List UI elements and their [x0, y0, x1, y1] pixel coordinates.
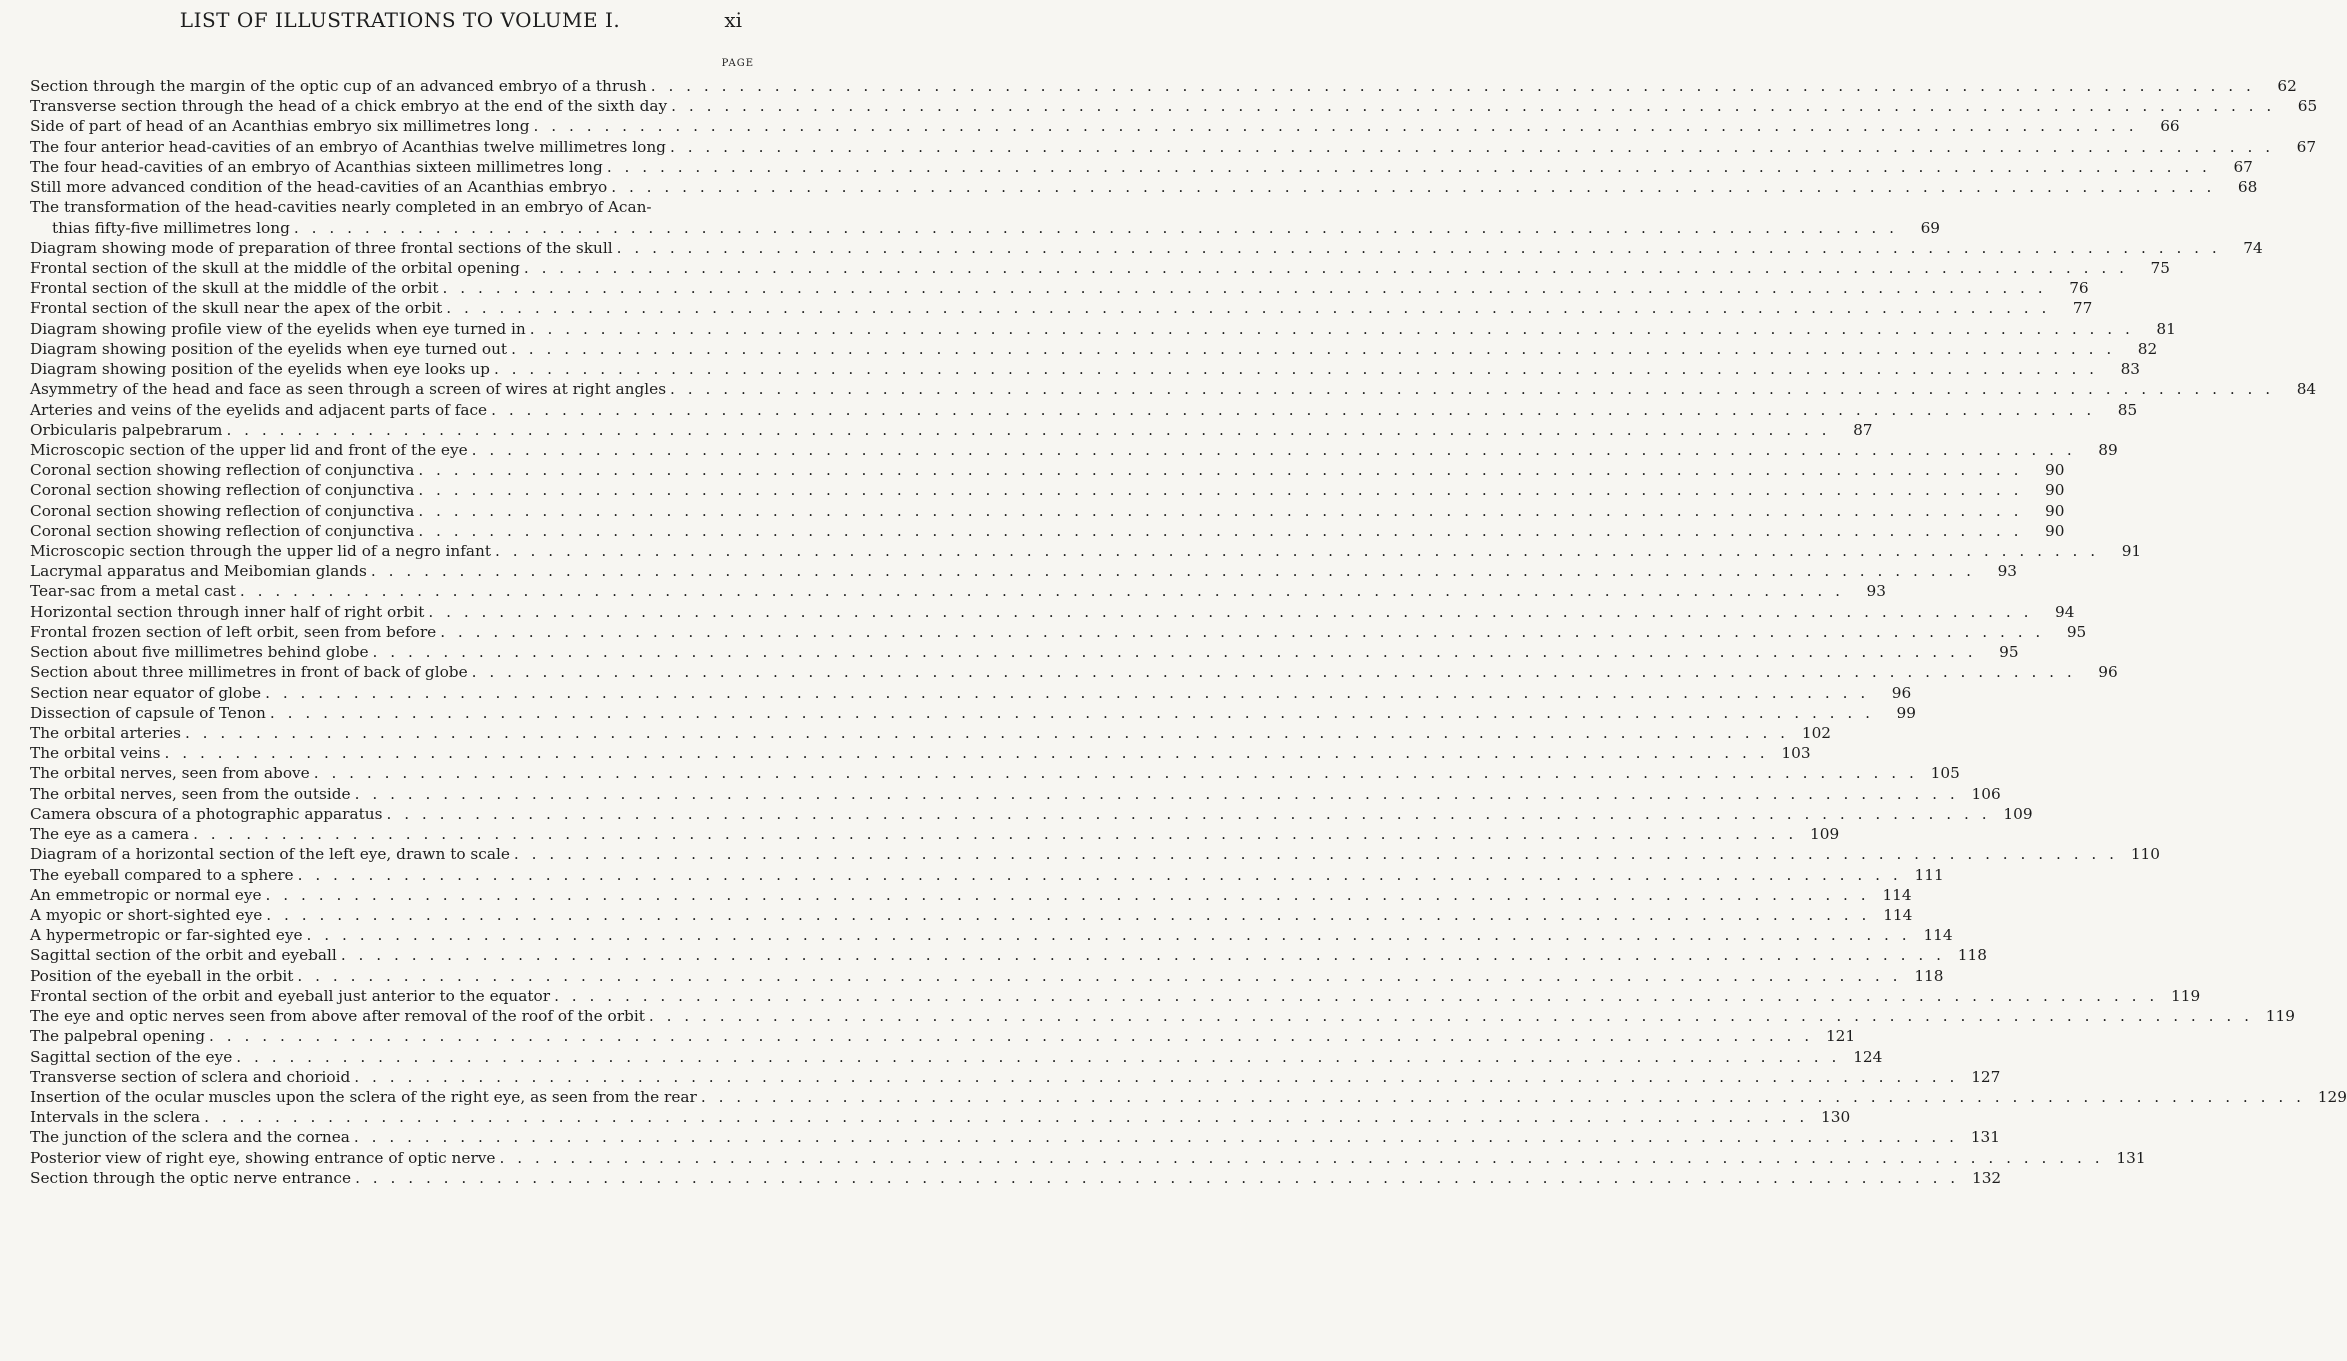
list-item [30, 178, 2258, 198]
list-item [30, 926, 1953, 946]
list-item [30, 97, 2318, 117]
illustration-page-number: 85 [2117, 400, 2138, 419]
list-item [30, 198, 780, 218]
illustration-title: Lacrymal apparatus and Meibomian glands [30, 562, 367, 581]
illustration-title: Coronal section showing reflection of conjunctiva [30, 481, 415, 500]
illustration-page-number: 118 [1957, 946, 1987, 965]
illustration-title: A hypermetropic or far-sighted eye [30, 926, 303, 945]
dot-leader [369, 643, 1983, 661]
dot-leader [647, 77, 2261, 95]
illustration-page-number: 110 [2130, 845, 2161, 864]
illustration-page-number: 106 [1971, 784, 2001, 803]
list-item [30, 865, 1944, 886]
illustration-page-number: 131 [1970, 1128, 2001, 1147]
illustration-title: Frontal section of the skull at the middle of the orbit [30, 279, 439, 298]
illustration-title: Frontal section of the orbit and eyeball just anterior to the equator [30, 986, 551, 1005]
illustration-title: Coronal section showing reflection of conjunctiva [30, 501, 415, 520]
illustration-title: A myopic or short-sighted eye [30, 905, 263, 924]
page-column-label: PAGE [721, 58, 754, 69]
list-item [30, 360, 2141, 380]
dot-leader [205, 1027, 1819, 1045]
illustration-page-number: 114 [1882, 885, 1912, 904]
illustration-page-number: 99 [1896, 703, 1916, 722]
dot-leader [414, 502, 2028, 520]
list-item [30, 946, 1987, 966]
illustration-page-number: 65 [2297, 97, 2318, 116]
dot-leader [303, 926, 1917, 944]
dot-leader [490, 360, 2104, 378]
illustration-page-number: 102 [1801, 724, 1832, 742]
illustration-title: The eye as a camera [30, 825, 190, 844]
dot-leader [294, 866, 1908, 884]
illustration-page-number: 111 [1914, 865, 1944, 884]
illustration-page-number: 89 [2098, 440, 2118, 459]
illustration-title: Still more advanced condition of the head-cavities of an Acanthias embryo [30, 178, 608, 197]
dot-leader [603, 158, 2217, 176]
illustration-page-number: 118 [1914, 966, 1944, 985]
illustration-title: The transformation of the head-cavities nearly completed in an embryo of Acan- [30, 198, 652, 217]
illustration-page-number: 83 [2120, 360, 2141, 379]
illustration-page-number: 130 [1821, 1108, 1851, 1127]
list-item [30, 825, 1840, 845]
list-item [30, 724, 1832, 744]
illustration-page-number: 127 [1971, 1067, 2001, 1086]
dot-leader [351, 1169, 1965, 1187]
page-number: xi [724, 8, 742, 32]
illustration-page-number: 119 [2170, 986, 2201, 1005]
illustration-title: Section near equator of globe [30, 683, 262, 702]
list-item [30, 784, 2001, 805]
dot-leader [468, 663, 2082, 681]
illustration-page-number: 96 [1891, 683, 1912, 702]
dot-leader [414, 461, 2028, 479]
dot-leader [351, 785, 1965, 803]
illustration-title: Section through the margin of the optic cup of an advanced embryo of a thrush [30, 77, 647, 95]
illustration-title: thias fifty-five millimetres long [52, 218, 290, 237]
illustration-page-number: 119 [2265, 1007, 2295, 1026]
illustration-title: Camera obscura of a photographic apparatus [30, 804, 383, 823]
illustration-title: Horizontal section through inner half of right orbit [30, 602, 425, 621]
illustration-title: Microscopic section of the upper lid and front of the eye [30, 440, 468, 459]
list-item [30, 683, 1912, 704]
dot-leader [189, 825, 1803, 843]
dot-leader [310, 764, 1924, 782]
list-item [30, 582, 1886, 602]
list-item [30, 1007, 2295, 1027]
illustration-title: The four head-cavities of an embryo of Acanthias sixteen millimetres long [30, 157, 603, 176]
illustration-page-number: 105 [1930, 764, 1960, 783]
illustration-title: Transverse section of sclera and chorioid [30, 1067, 351, 1086]
dot-leader [222, 421, 1836, 439]
illustration-title: Section through the optic nerve entrance [30, 1168, 352, 1187]
list-item [30, 279, 2089, 299]
list-item [30, 299, 2093, 319]
illustration-title: An emmetropic or normal eye [30, 885, 262, 904]
list-item [30, 643, 2019, 663]
dot-leader [442, 299, 2056, 317]
dot-leader [266, 704, 1880, 722]
dot-leader [262, 886, 1876, 904]
dot-leader [350, 1128, 1964, 1146]
list-item [30, 663, 2118, 683]
list-item [30, 1027, 1856, 1047]
dot-leader [550, 987, 2164, 1005]
list-item [30, 562, 2018, 582]
dot-leader [645, 1007, 2259, 1025]
list-item [30, 1087, 2347, 1108]
list-item [30, 501, 2065, 522]
list-item [30, 542, 2142, 562]
dot-leader [607, 178, 2221, 196]
illustration-title: Coronal section showing reflection of conjunctiva [30, 521, 415, 540]
list-item [30, 1168, 2002, 1189]
illustration-title: Frontal frozen section of left orbit, seen from before [30, 622, 437, 641]
dot-leader [290, 219, 1904, 237]
illustration-title: Diagram showing position of the eyelids when eye looks up [30, 360, 490, 379]
list-item [30, 622, 2087, 643]
illustration-page-number: 76 [2069, 279, 2089, 298]
dot-leader [337, 946, 1951, 964]
dot-leader [367, 562, 1981, 580]
illustration-page-number: 87 [1853, 420, 1873, 439]
illustration-title: The palpebral opening [30, 1027, 206, 1046]
dot-leader [495, 1149, 2109, 1167]
list-item [30, 238, 2263, 259]
illustration-page-number: 91 [2121, 542, 2142, 561]
illustration-page-number: 124 [1853, 1047, 1883, 1066]
dot-leader [520, 259, 2134, 277]
list-item [30, 400, 2138, 421]
illustration-page-number: 62 [2277, 77, 2297, 95]
dot-leader [666, 380, 2280, 398]
illustration-title: Intervals in the sclera [30, 1108, 201, 1127]
list-item [30, 117, 2180, 137]
dot-leader [487, 401, 2101, 419]
illustration-page-number: 109 [2003, 804, 2033, 823]
list-item [30, 986, 2201, 1007]
illustration-page-number: 90 [2044, 501, 2065, 520]
illustration-title: Diagram showing position of the eyelids when eye turned out [30, 339, 508, 358]
page-title: LIST OF ILLUSTRATIONS TO VOLUME I. [179, 8, 621, 32]
illustration-page-number: 96 [2098, 663, 2118, 682]
illustration-title: Tear-sac from a metal cast [30, 582, 236, 601]
dot-leader [382, 805, 1996, 823]
illustration-title: Sagittal section of the orbit and eyeball [30, 946, 337, 965]
illustration-page-number: 131 [2116, 1148, 2146, 1167]
illustration-title: Arteries and veins of the eyelids and adjacent parts of face [30, 400, 488, 419]
list-item [30, 461, 2065, 481]
dot-leader [507, 340, 2121, 358]
illustration-title: Section about three millimetres in front of back of globe [30, 663, 468, 682]
list-item [30, 339, 2158, 360]
illustration-title: Orbicularis palpebrarum [30, 420, 223, 439]
list-item [30, 602, 2075, 623]
illustration-list [30, 77, 2347, 1189]
illustration-page-number: 95 [2066, 622, 2087, 641]
illustration-title: The orbital arteries [30, 724, 181, 742]
illustration-page-number: 82 [2137, 339, 2158, 358]
list-item [30, 440, 2118, 461]
dot-leader [666, 138, 2280, 156]
illustration-title: Diagram of a horizontal section of the left eye, drawn to scale [30, 845, 510, 864]
illustration-page-number: 129 [2317, 1087, 2347, 1106]
illustration-page-number: 75 [2150, 258, 2170, 277]
list-item [30, 218, 1941, 239]
illustration-page-number: 74 [2243, 238, 2263, 257]
illustration-page-number: 114 [1883, 905, 1913, 924]
illustration-title: The junction of the sclera and the cornea [30, 1128, 350, 1147]
list-item [30, 885, 1912, 906]
list-item [30, 1108, 1851, 1128]
illustration-title: Transverse section through the head of a chick embryo at the end of the sixth day [30, 97, 668, 116]
illustration-page-number: 67 [2233, 157, 2253, 176]
dot-leader [667, 97, 2281, 115]
illustration-page-number: 103 [1781, 744, 1811, 763]
dot-leader [439, 279, 2053, 297]
list-item [30, 481, 2065, 501]
illustration-title: Diagram showing mode of preparation of three frontal sections of the skull [30, 238, 613, 257]
dot-leader [161, 744, 1775, 762]
dot-leader [261, 684, 1875, 702]
dot-leader [526, 320, 2140, 338]
illustration-page-number: 68 [2237, 178, 2258, 197]
illustration-title: The orbital veins [30, 744, 161, 763]
illustration-page-number: 114 [1923, 926, 1953, 945]
list-item [30, 319, 2176, 340]
illustration-page-number: 90 [2044, 461, 2065, 480]
illustration-page-number: 93 [1997, 562, 2018, 581]
list-item [30, 764, 1960, 784]
dot-leader [613, 239, 2227, 257]
illustration-title: Insertion of the ocular muscles upon the sclera of the right eye, as seen from the rear [30, 1087, 697, 1106]
illustration-title: Position of the eyeball in the orbit [30, 966, 294, 985]
list-item [30, 1047, 1883, 1068]
illustration-title: The eye and optic nerves seen from above after removal of the roof of the orbit [30, 1007, 645, 1026]
list-item [30, 137, 2317, 158]
dot-leader [697, 1088, 2311, 1106]
illustration-page-number: 67 [2296, 137, 2317, 156]
illustration-title: Dissection of capsule of Tenon [30, 703, 266, 722]
illustration-title: Microscopic section through the upper lid of a negro infant [30, 542, 492, 561]
illustration-page-number: 109 [1809, 825, 1840, 844]
illustration-page-number: 90 [2044, 481, 2065, 500]
dot-leader [510, 845, 2124, 863]
dot-leader [424, 603, 2038, 621]
illustration-page-number: 81 [2156, 319, 2176, 338]
illustration-page-number: 66 [2160, 117, 2180, 136]
dot-leader [236, 582, 1850, 600]
list-item [30, 420, 1873, 441]
illustration-title: Section about five millimetres behind globe [30, 643, 369, 662]
list-item [30, 77, 2297, 97]
dot-leader [232, 1048, 1846, 1066]
list-item [30, 157, 2253, 178]
illustration-title: Frontal section of the skull at the middle of the orbital opening [30, 258, 520, 277]
illustration-title: The orbital nerves, seen from the outside [30, 784, 351, 803]
list-item [30, 744, 1811, 764]
list-item [30, 804, 2033, 825]
illustration-title: Sagittal section of the eye [30, 1047, 233, 1066]
illustration-page-number: 94 [2055, 602, 2075, 621]
list-item [30, 521, 2065, 542]
dot-leader [491, 542, 2105, 560]
illustration-page-number: 90 [2044, 521, 2065, 540]
dot-leader [181, 724, 1795, 742]
list-item [30, 1067, 2001, 1088]
illustration-page-number: 84 [2296, 380, 2317, 399]
illustration-page-number: 77 [2072, 299, 2093, 318]
dot-leader [414, 481, 2028, 499]
dot-leader [293, 967, 1907, 985]
list-item [30, 905, 1913, 926]
illustration-title: Posterior view of right eye, showing entrance of optic nerve [30, 1148, 496, 1167]
list-item [30, 258, 2170, 279]
illustration-page-number: 69 [1920, 218, 1941, 237]
list-item [30, 966, 1944, 987]
dot-leader [200, 1108, 1814, 1126]
illustration-page-number: 95 [1999, 643, 2019, 662]
list-item [30, 1128, 2001, 1148]
illustration-title: Asymmetry of the head and face as seen through a screen of wires at right angles [30, 380, 667, 399]
illustration-title: The eyeball compared to a sphere [30, 865, 294, 884]
dot-leader [468, 441, 2082, 459]
dot-leader [414, 522, 2028, 540]
illustration-title: Coronal section showing reflection of conjunctiva [30, 461, 415, 480]
illustration-title: The orbital nerves, seen from above [30, 764, 310, 783]
dot-leader [530, 117, 2144, 135]
list-item [30, 845, 2161, 865]
list-item [30, 703, 1916, 724]
list-item [30, 1148, 2146, 1169]
dot-leader [436, 623, 2050, 641]
illustration-title: Frontal section of the skull near the apex of the orbit [30, 299, 443, 318]
page-header [0, 6, 800, 46]
illustration-page-number: 132 [1971, 1168, 2002, 1187]
illustration-title: Diagram showing profile view of the eyelids when eye turned in [30, 319, 526, 338]
dot-leader [350, 1068, 1964, 1086]
illustration-page-number: 121 [1825, 1027, 1856, 1046]
illustration-title: Side of part of head of an Acanthias embryo six millimetres long [30, 117, 530, 136]
list-item [30, 380, 2317, 400]
illustration-title: The four anterior head-cavities of an embryo of Acanthias twelve millimetres long [30, 137, 666, 156]
dot-leader [262, 906, 1876, 924]
illustration-page-number: 93 [1866, 582, 1886, 601]
